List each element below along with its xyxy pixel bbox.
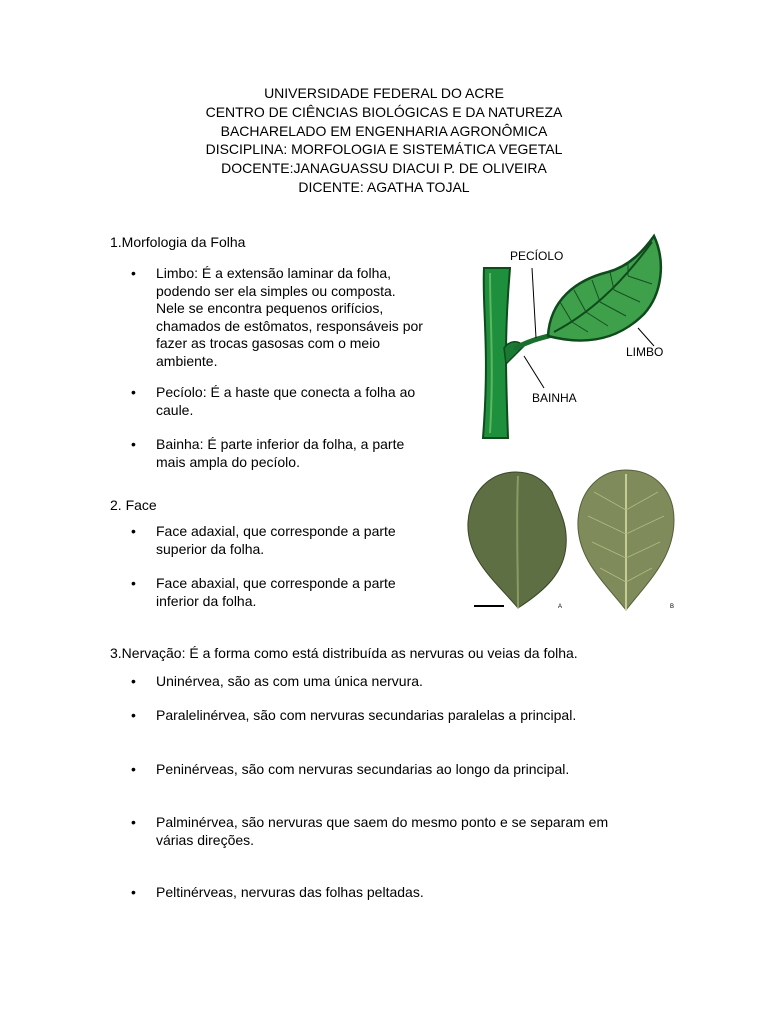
bainha-leader-line — [524, 356, 544, 388]
header-course: BACHARELADO EM ENGENHARIA AGRONÔMICA — [220, 122, 548, 139]
bullet-icon: • — [131, 575, 136, 591]
leaf-faces-illustration — [460, 462, 688, 614]
list-item-text: Bainha: É parte inferior da folha, a parte mais ampla do pecíolo. — [156, 436, 405, 470]
list-item-text: Peninérveas, são com nervuras secundarias ao longo da principal. — [156, 761, 570, 777]
label-peciolo: PECÍOLO — [510, 249, 564, 263]
bullet-icon: • — [131, 523, 136, 539]
document-header — [0, 84, 768, 197]
bullet-icon: • — [131, 884, 136, 900]
list-item-text: Face abaxial, que corresponde a parte inferior da folha. — [156, 575, 396, 609]
section-2-title: 2. Face — [110, 497, 157, 513]
list-item-text: Uninérvea, são as com uma única nervura. — [156, 673, 423, 689]
bullet-icon: • — [131, 707, 136, 723]
bullet-icon: • — [131, 436, 136, 452]
bullet-icon: • — [131, 761, 136, 777]
label-limbo: LIMBO — [626, 345, 664, 359]
label-a: A — [558, 604, 563, 610]
leaf-faces-figure — [460, 462, 688, 614]
list-item-text: Face adaxial, que corresponde a parte superior da folha. — [156, 523, 396, 557]
bullet-icon: • — [131, 384, 136, 400]
leaf-anatomy-figure — [468, 228, 686, 440]
header-teacher: DOCENTE:JANAGUASSU DIACUI P. DE OLIVEIRA — [221, 160, 547, 177]
bullet-icon: • — [131, 265, 136, 281]
header-student: DICENTE: AGATHA TOJAL — [298, 178, 470, 195]
header-discipline: DISCIPLINA: MORFOLOGIA E SISTEMÁTICA VEGETAL — [205, 141, 563, 158]
section-1-title: 1.Morfologia da Folha — [110, 234, 246, 250]
peciolo-leader-line — [532, 268, 536, 338]
adaxial-leaf-midrib — [517, 476, 518, 608]
header-university: UNIVERSIDADE FEDERAL DO ACRE — [264, 85, 504, 101]
bullet-icon: • — [131, 673, 136, 689]
header-center: CENTRO DE CIÊNCIAS BIOLÓGICAS E DA NATUREZA — [205, 103, 563, 120]
list-item-text: Pecíolo: É a haste que conecta a folha ao caule. — [156, 384, 416, 418]
list-item-text: Limbo: É a extensão laminar da folha, podendo ser ela simples ou composta. Nele se encontra pequenos orifícios, chamados de estômatos, responsáveis por fazer as trocas gasosas com o meio ambiente. — [156, 265, 423, 369]
list-item-text: Paralelinérvea, são com nervuras secundarias paralelas a principal. — [156, 707, 577, 723]
list-item-text: Peltinérveas, nervuras das folhas peltadas. — [156, 884, 424, 900]
label-b: B — [670, 604, 675, 610]
list-item-text: Palminérvea, são nervuras que saem do mesmo ponto e se separam em várias direções. — [156, 814, 609, 848]
limbo-leader-line — [638, 328, 654, 346]
label-bainha: BAINHA — [532, 391, 577, 405]
section-3-title: 3.Nervação: É a forma como está distribuída as nervuras ou veias da folha. — [110, 645, 578, 661]
bullet-icon: • — [131, 814, 136, 830]
leaf-anatomy-illustration — [468, 228, 686, 440]
